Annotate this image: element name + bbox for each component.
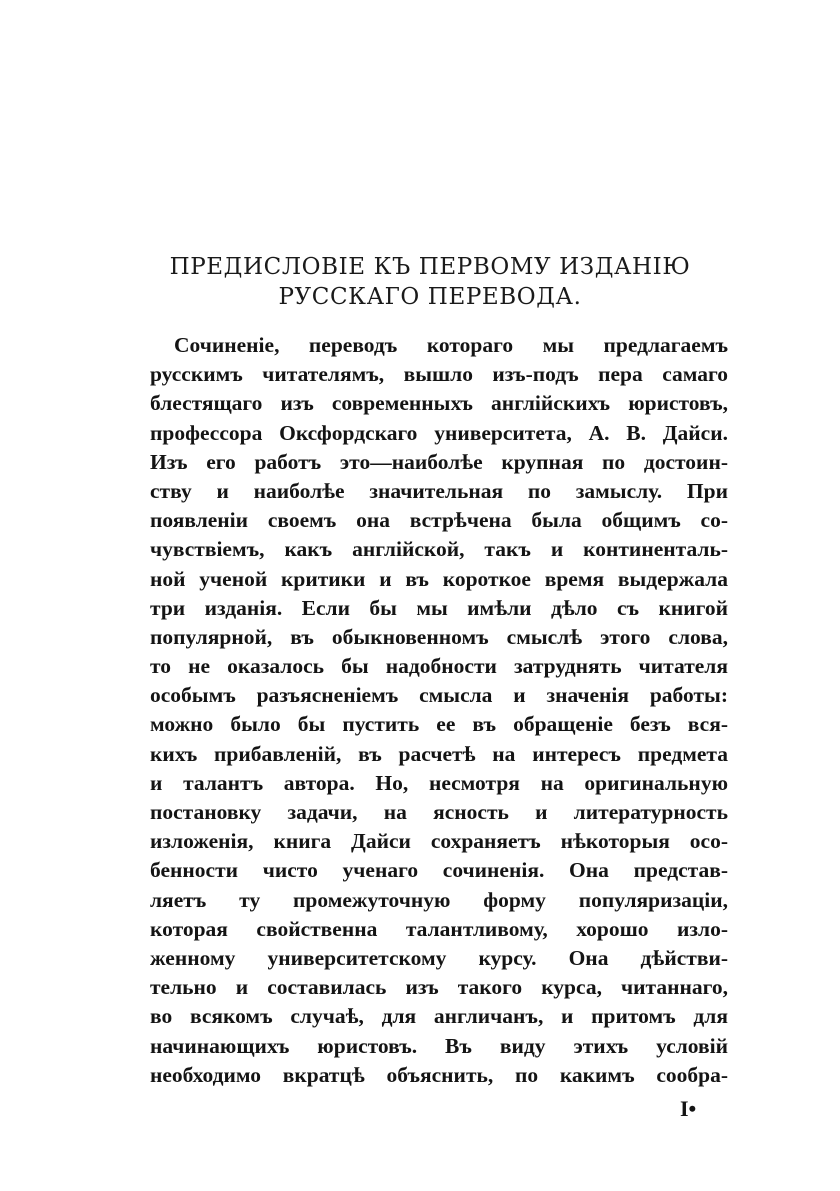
text-line: чувствіемъ, какъ англійской, такъ и континенталь- (150, 537, 728, 562)
text-line: женному университетскому курсу. Она дѣйстви- (150, 945, 728, 970)
body-paragraph (150, 331, 728, 1090)
text-line: кихъ прибавленій, въ расчетѣ на интересъ предмета (150, 741, 728, 766)
text-line: изложенія, книга Дайси сохраняетъ нѣкоторыя осо- (150, 829, 728, 854)
text-line: начинающихъ юристовъ. Въ виду этихъ условій (150, 1033, 728, 1058)
text-line: Изъ его работъ это—наиболѣе крупная по достоин- (150, 449, 728, 474)
text-line: появленіи своемъ она встрѣчена была общимъ со- (150, 508, 728, 533)
text-line: необходимо вкратцѣ объяснить, по какимъ сообра- (150, 1062, 728, 1087)
text-line: блестящаго изъ современныхъ англійскихъ юристовъ, (150, 391, 728, 416)
text-line: русскимъ читателямъ, вышло изъ-подъ пера самаго (150, 362, 728, 387)
text-line: тельно и составилась изъ такого курса, читаннаго, (150, 975, 728, 1000)
text-line: три изданія. Если бы мы имѣли дѣло съ книгой (150, 595, 728, 620)
text-line: бенности чисто ученаго сочиненія. Она представ- (150, 858, 728, 883)
text-line: ной ученой критики и въ короткое время выдержала (150, 566, 728, 591)
page-title: ПРЕДИСЛОВІЕ КЪ ПЕРВОМУ ИЗДАНІЮ (169, 254, 691, 280)
page-subtitle: РУССКАГО ПЕРЕВОДА. (278, 284, 582, 310)
text-line: постановку задачи, на ясность и литературность (150, 800, 728, 824)
text-line: ляетъ ту промежуточную форму популяризаціи, (150, 887, 728, 912)
text-line: во всякомъ случаѣ, для англичанъ, и притомъ для (150, 1004, 728, 1029)
signature-mark: I• (680, 1096, 697, 1121)
text-line: которая свойственна талантливому, хорошо изло- (150, 916, 728, 941)
text-line: особымъ разъясненіемъ смысла и значенія работы: (150, 683, 728, 708)
text-line: то не оказалось бы надобности затруднять читателя (150, 654, 728, 679)
text-line: ству и наиболѣе значительная по замыслу. При (150, 478, 728, 503)
text-line: и талантъ автора. Но, несмотря на оригинальную (150, 770, 728, 795)
text-line: можно было бы пустить ее въ обращеніе безъ вся- (150, 712, 728, 737)
text-line: популярной, въ обыкновенномъ смыслѣ этого слова, (150, 624, 728, 649)
text-line: Сочиненіе, переводъ котораго мы предлагаемъ (174, 333, 728, 357)
text-line: профессора Оксфордскаго университета, А. В. Дайси. (150, 420, 728, 445)
